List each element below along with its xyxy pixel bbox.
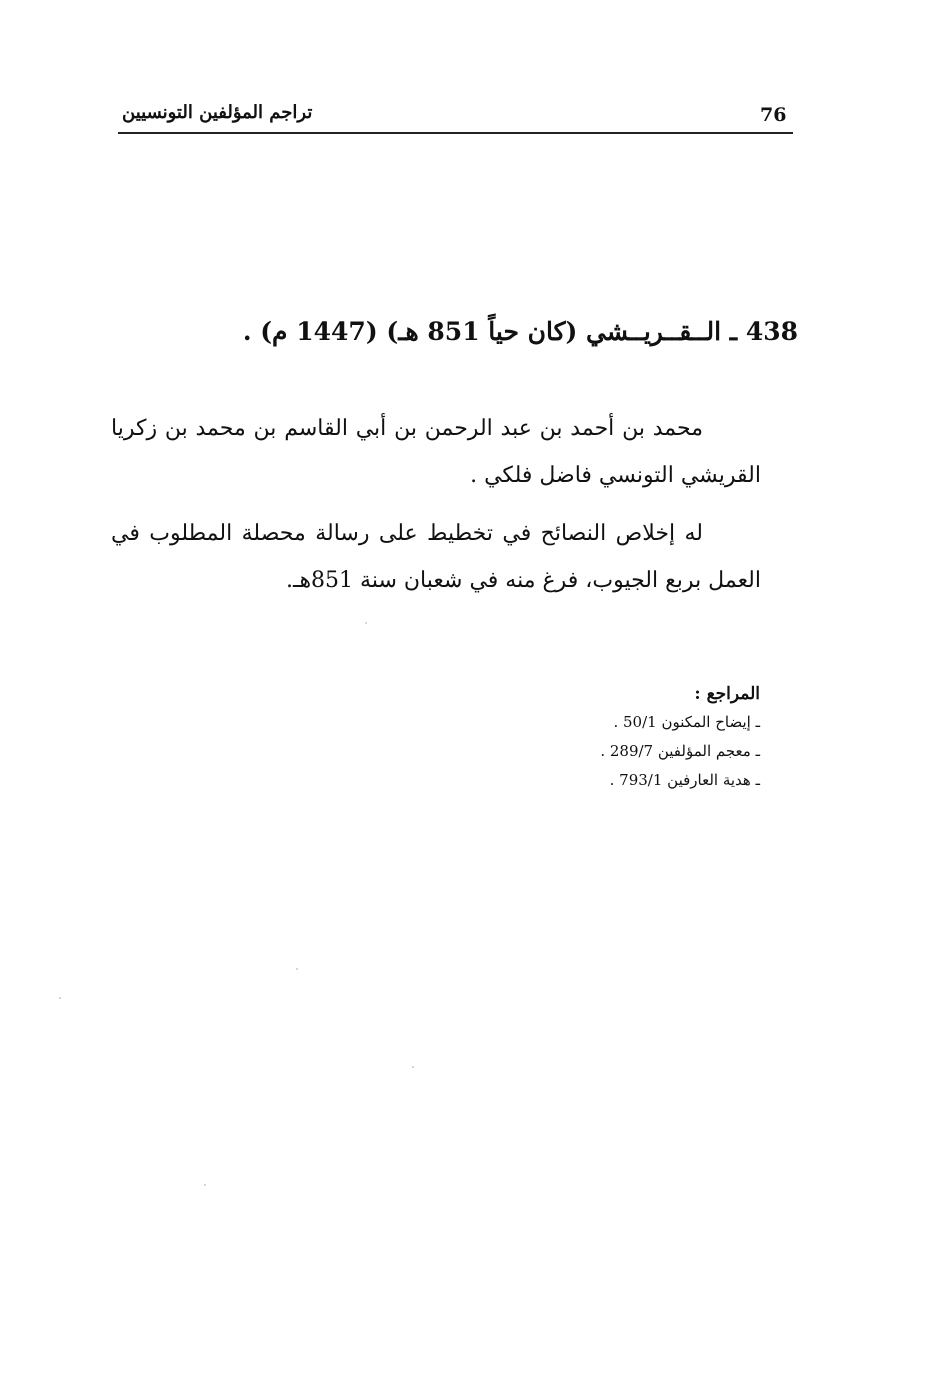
- reference-item: ـ معجم المؤلفين 289/7 .: [600, 742, 760, 760]
- scan-speck: [59, 997, 61, 999]
- entry-heading: 438 ـ الــقــريــشي (كان حياً 851 هـ) (1447 م) .: [242, 317, 798, 346]
- reference-item: ـ إيضاح المكنون 50/1 .: [613, 713, 760, 731]
- scan-speck: [204, 1184, 206, 1186]
- scan-speck: [296, 968, 298, 970]
- references-list: [440, 708, 760, 795]
- entry-paragraph-biography: محمد بن أحمد بن عبد الرحمن بن أبي القاسم بن محمد بن زكريا القريشي التونسي فاضل فلكي .: [111, 416, 761, 488]
- references-title: المراجع :: [694, 684, 760, 704]
- page-number: 76: [760, 104, 787, 126]
- scan-speck: [365, 622, 367, 624]
- references-section: [440, 680, 760, 795]
- reference-item: ـ هدية العارفين 793/1 .: [609, 771, 760, 789]
- entry-paragraph-works: له إخلاص النصائح في تخطيط على رسالة محصلة المطلوب في العمل بربع الجيوب، فرغ منه في شعبان سنة 851هـ.: [111, 521, 761, 593]
- scan-speck: [412, 1066, 414, 1068]
- running-title: تراجم المؤلفين التونسيين: [122, 102, 313, 123]
